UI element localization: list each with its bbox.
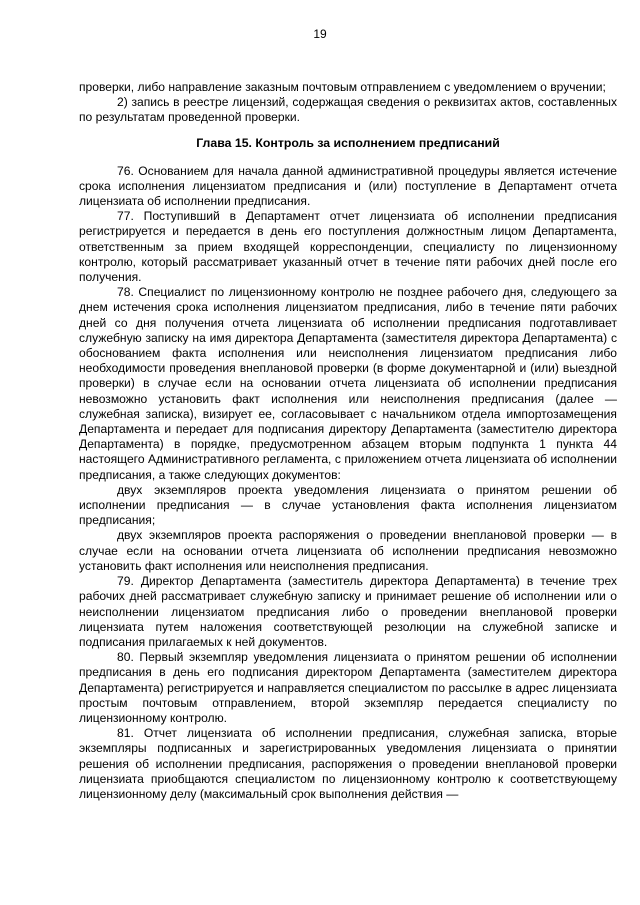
- paragraph-78: 78. Специалист по лицензионному контролю не позднее рабочего дня, следующего за днем истечения срока исполнения лицензиатом предписания, либо в течение пяти рабочих дней со дня получения отчета лицензиата об исполнении предписания подготавливает служебную записку на имя директора Департамента (заместителя директора Департамента) с обоснованием факта исполнения или неисполнения лицензиатом предписания либо необходимости проведения внеплановой проверки (в форме документарной и (или) выездной проверки) в случае если на основании отчета лицензиата об исполнении предписания невозможно установить факт исполнения или неисполнения предписания (далее — служебная записка), визирует ее, согласовывает с начальником отдела импортозамещения Департамента и передает для подписания директору Департамента (заместителю директора Департамента) в порядке, предусмотренном абзацем вторым подпункта 1 пункта 44 настоящего Административного регламента, с приложением отчета лицензиата об исполнении предписания, а также следующих документов:: [79, 285, 617, 482]
- paragraph-item-2: 2) запись в реестре лицензий, содержащая сведения о реквизитах актов, составленных по результатам проведенной проверки.: [79, 95, 617, 125]
- page-number: 19: [313, 27, 327, 41]
- chapter-title: Глава 15. Контроль за исполнением предписаний: [196, 135, 500, 150]
- paragraph-76: 76. Основанием для начала данной административной процедуры является истечение срока исполнения лицензиатом предписания и (или) поступление в Департамент отчета лицензиата об исполнении предписания.: [79, 163, 617, 209]
- paragraph-78-order-project: двух экземпляров проекта распоряжения о проведении внеплановой проверки — в случае если на основании отчета лицензиата об исполнении предписания невозможно установить факт исполнения или неисполнения предписания.: [79, 528, 617, 573]
- document-body: [79, 80, 617, 802]
- paragraph-continuation: проверки, либо направление заказным почтовым отправлением с уведомлением о вручении;: [79, 80, 606, 94]
- paragraph-79: 79. Директор Департамента (заместитель директора Департамента) в течение трех рабочих дней рассматривает служебную записку и принимает решение об исполнении или о неисполнении лицензиатом предписания либо о проведении внеплановой проверки лицензиата путем наложения соответствующей резолюции на служебной записке и подписания прилагаемых к ней документов.: [79, 574, 617, 649]
- paragraph-77: 77. Поступивший в Департамент отчет лицензиата об исполнении предписания регистрируется и передается в день его поступления должностным лицом Департамента, ответственным за прием входящей корреспонденции, специалисту по лицензионному контролю, который рассматривает указанный отчет в течение пяти рабочих дней после его получения.: [79, 209, 617, 285]
- paragraph-78-notice-project: двух экземпляров проекта уведомления лицензиата о принятом решении об исполнении предписания — в случае установления факта исполнения лицензиатом предписания;: [79, 482, 617, 528]
- paragraph-80: 80. Первый экземпляр уведомления лицензиата о принятом решении об исполнении предписания в день его подписания директором Департамента (заместителем директора Департамента) регистрируется и направляется специалистом по рассылке в адрес лицензиата простым почтовым отправлением, второй экземпляр передается специалисту по лицензионному контролю.: [79, 650, 617, 725]
- paragraph-81: 81. Отчет лицензиата об исполнении предписания, служебная записка, вторые экземпляры подписанных и зарегистрированных уведомления лицензиата о принятии решения об исполнении предписания, распоряжения о проведении внеплановой проверки лицензиата приобщаются специалистом по лицензионному контролю к соответствующему лицензионному делу (максимальный срок выполнения действия —: [79, 726, 617, 801]
